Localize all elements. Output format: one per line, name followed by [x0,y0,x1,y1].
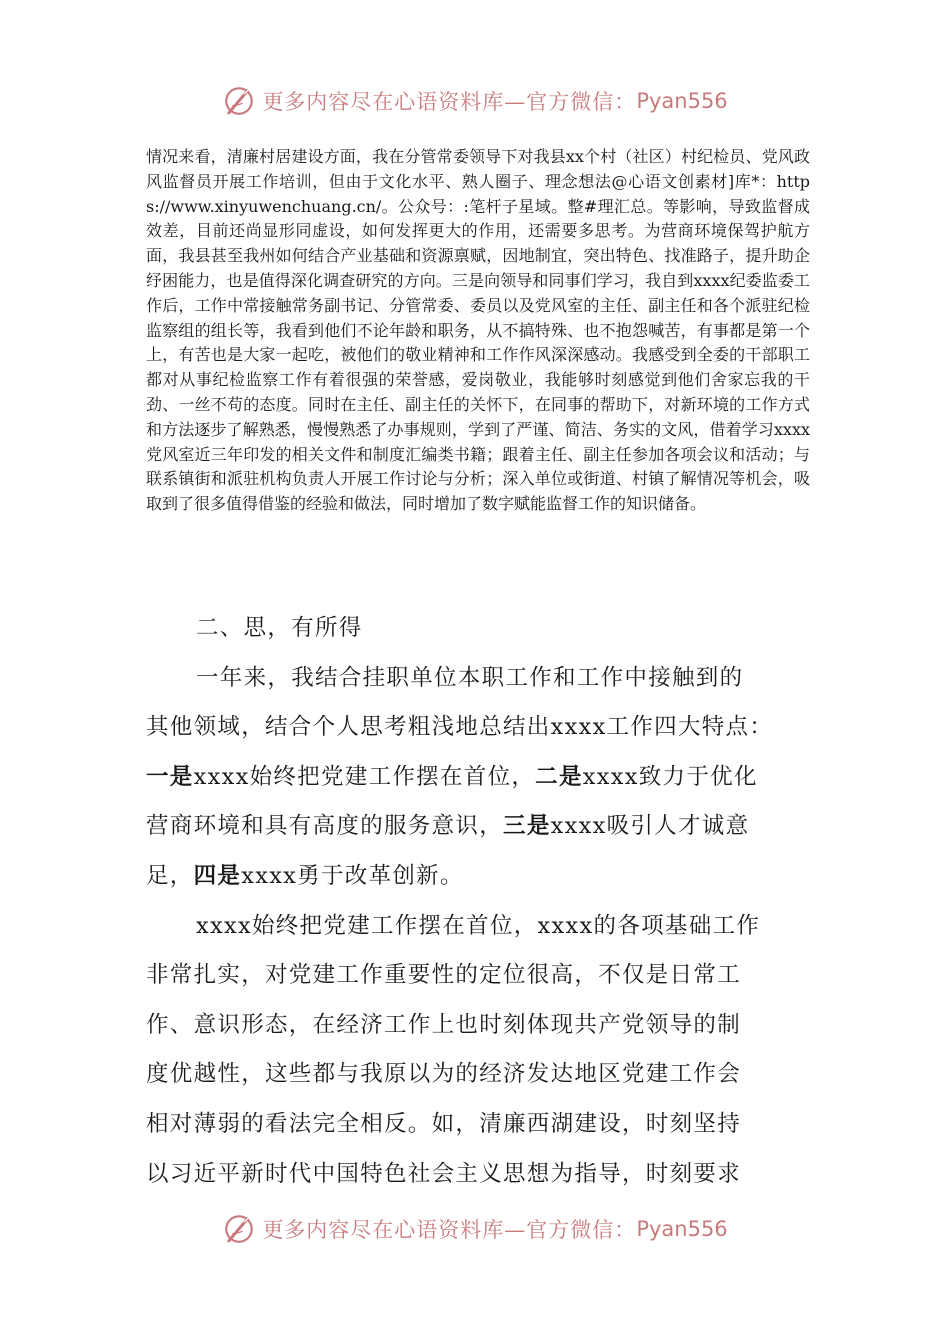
footer-watermark [0,1212,950,1246]
wechat-id: Pyan556 [636,1217,728,1241]
point-label: 一是 [146,763,194,790]
wechat-id: Pyan556 [636,89,728,113]
para2-line-2: 非常扎实，对党建工作重要性的定位很高，不仅是日常工 [146,962,742,989]
para1-line-1: 一年来，我结合挂职单位本职工作和工作中接触到的 [196,664,744,691]
point-label: 二是 [535,763,583,790]
para2-line-1: xxxx始终把党建工作摆在首位，xxxx的各项基础工作 [196,912,761,939]
para2-line-4: 度优越性，这些都与我原以为的经济发达地区党建工作会 [146,1061,742,1088]
watermark-text: 更多内容尽在心语资料库—官方微信： [262,1218,637,1242]
para2-line-5: 相对薄弱的看法完全相反。如，清廉西湖建设，时刻坚持 [146,1110,742,1137]
section-heading: 二、思，有所得 [196,615,363,641]
paragraph-text: 情况来看，清廉村居建设方面，我在分管常委领导下对我县xx个村（社区）村纪检员、党风政风监督员开展工作培训，但由于文化水平、熟人圈子、理念想法@心语文创素材]库*：https://www.xinyuwenchuang.cn/。公众号：:笔杆子星域。整#理汇总。等影响，导致监督成效差，目前还尚显形同虚设，如何发挥更大的作用，还需要多思考。为营商环境保驾护航方面，我县甚至我州如何结合产业基础和资源禀赋，因地制宜，突出特色、找准路子，提升助企纾困能力，也是值得深化调查研究的方向。三是向领导和同事们学习，我自到xxxx纪委监委工作后，工作中常接触常务副书记、分管常委、委员以及党风室的主任、副主任和各个派驻纪检监察组的组长等，我看到他们不论年龄和职务，从不搞特殊、也不抱怨喊苦，有事都是第一个上，有苦也是大家一起吃，被他们的敬业精神和工作作风深深感动。我感受到全委的干部职工都对从事纪检监察工作有着很强的荣誉感，爱岗敬业，我能够时刻感觉到他们舍家忘我的干劲、一丝不苟的态度。同时在主任、副主任的关怀下，在同事的帮助下，对新环境的工作方式和方法逐步了解熟悉，慢慢熟悉了办事规则，学到了严谨、简洁、务实的文风，借着学习xxxx党风室近三年印发的相关文件和制度汇编类书籍；跟着主任、副主任参加各项会议和活动；与联系镇街和派驻机构负责人开展工作讨论与分析；深入单位或街道、村镇了解情况等机会，吸取到了很多值得借鉴的经验和做法，同时增加了数字赋能监督工作的知识储备。 [146,147,810,514]
para2-line-3: 作、意识形态，在经济工作上也时刻体现共产党领导的制 [146,1011,742,1038]
para2-line-6: 以习近平新时代中国特色社会主义思想为指导，时刻要求 [146,1160,742,1187]
para1-line-5: 足，四是xxxx勇于改革创新。 [146,862,464,889]
para1-line-2: 其他领域，结合个人思考粗浅地总结出xxxx工作四大特点： [146,714,774,741]
point-label: 四是 [193,862,242,889]
pen-logo-icon [222,1212,256,1246]
pen-logo-icon [222,84,256,118]
header-watermark [0,84,950,118]
point-label: 三是 [503,813,551,840]
watermark-text: 更多内容尽在心语资料库—官方微信： [262,90,637,114]
continued-paragraph [146,145,810,517]
para1-line-4: 营商环境和具有高度的服务意识，三是xxxx吸引人才诚意 [146,813,750,840]
para1-line-3: 一是xxxx始终把党建工作摆在首位，二是xxxx致力于优化 [146,763,758,790]
main-text [146,604,810,1199]
